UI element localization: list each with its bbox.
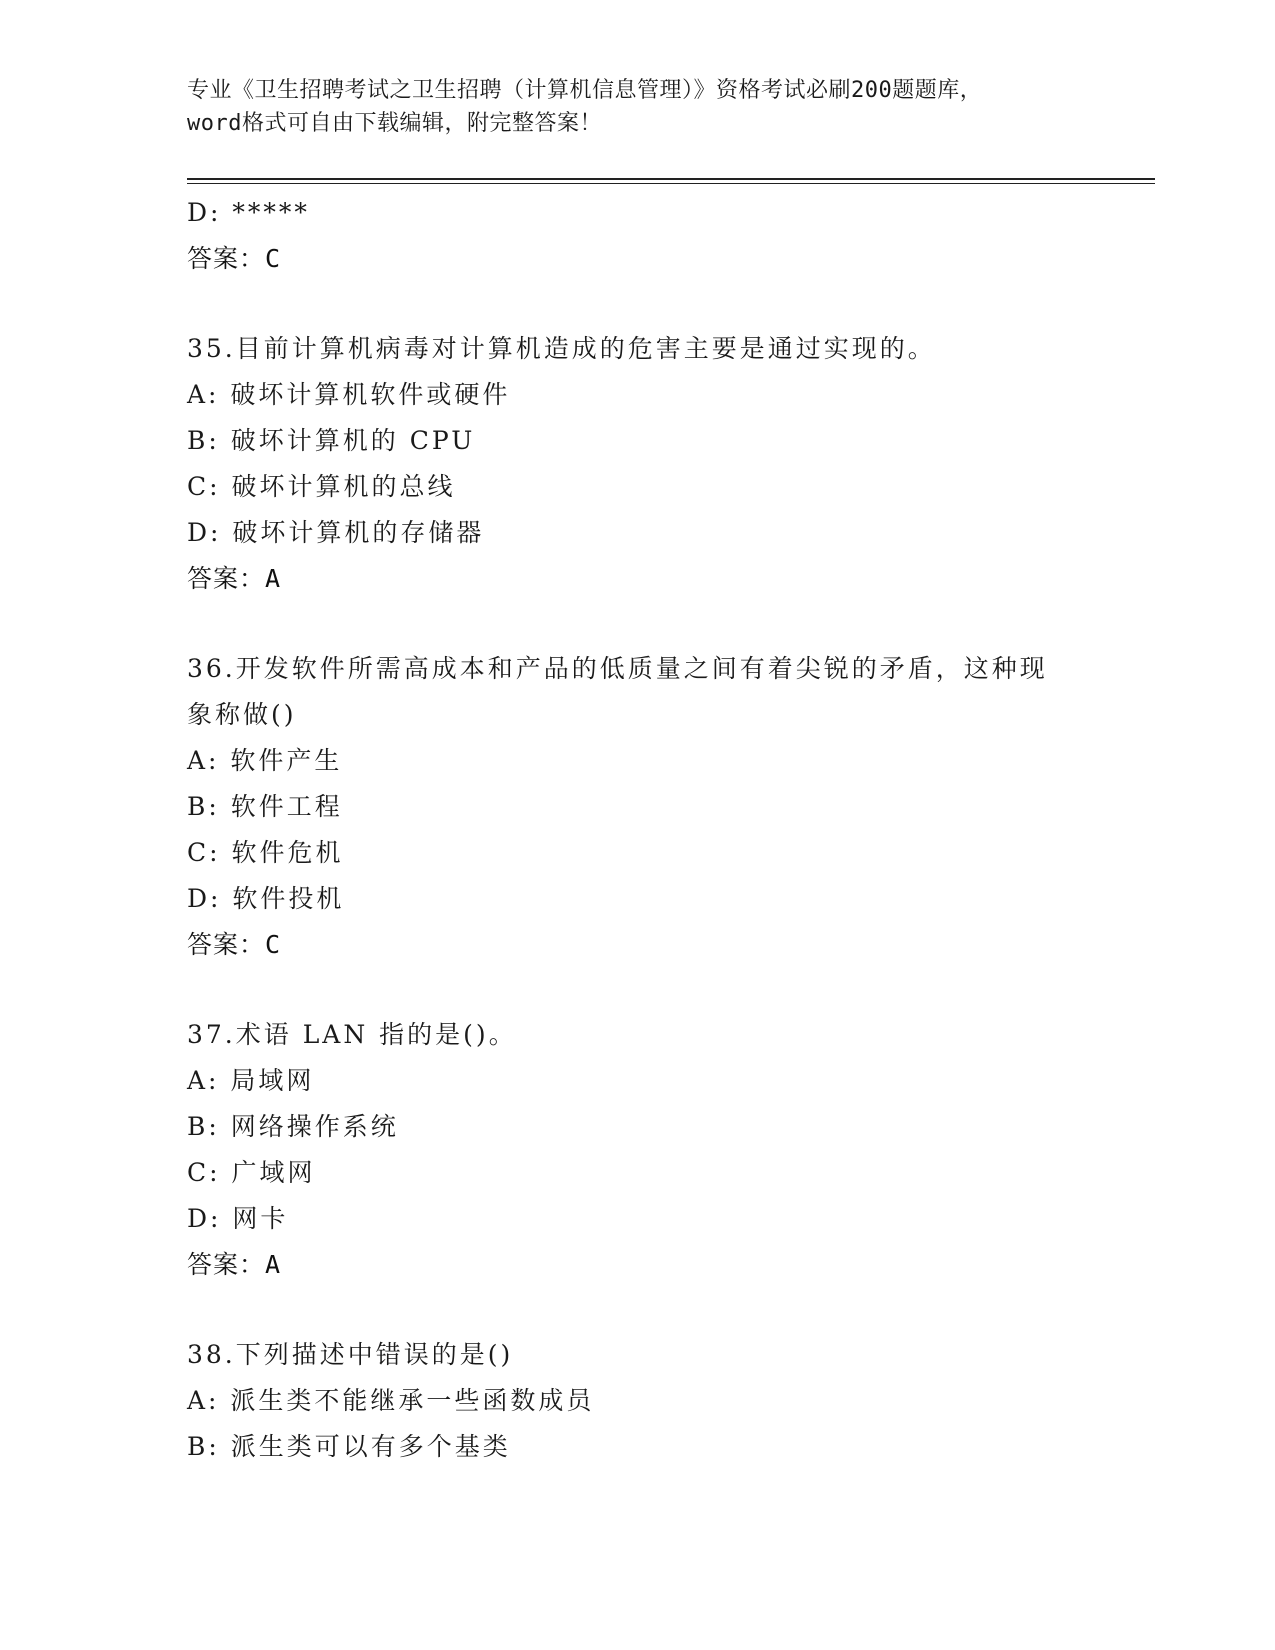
header-line-1: 专业《卫生招聘考试之卫生招聘（计算机信息管理）》资格考试必刷200题题库， [187,78,983,103]
question-36-answer: 答案：C [187,930,282,959]
question-35-option-b: B: 破坏计算机的 CPU [187,426,476,455]
question-36-option-a: A: 软件产生 [187,746,343,775]
question-37-answer: 答案：A [187,1250,282,1279]
question-38-option-a: A: 派生类不能继承一些函数成员 [187,1386,595,1415]
question-35-answer: 答案：A [187,564,282,593]
question-36-option-c: C: 软件危机 [187,838,344,867]
question-36-title-line-2: 象称做() [187,700,297,729]
question-37-option-b: B: 网络操作系统 [187,1112,399,1141]
question-35-option-c: C: 破坏计算机的总线 [187,472,456,501]
question-35-option-d: D: 破坏计算机的存储器 [187,518,485,547]
question-37-option-a: A: 局域网 [187,1066,315,1095]
question-37-option-c: C: 广域网 [187,1158,316,1187]
question-38-title: 38.下列描述中错误的是() [187,1340,514,1369]
question-37-option-d: D: 网卡 [187,1204,289,1233]
question-36-option-b: B: 软件工程 [187,792,343,821]
prev-answer: 答案：C [187,244,282,273]
question-list [187,190,1087,1470]
question-38-option-b: B: 派生类可以有多个基类 [187,1432,511,1461]
prev-option-d: D: ***** [187,198,310,227]
question-36-option-d: D: 软件投机 [187,884,345,913]
question-35-option-a: A: 破坏计算机软件或硬件 [187,380,511,409]
header-divider-thin [187,183,1155,184]
question-35-title: 35.目前计算机病毒对计算机造成的危害主要是通过实现的。 [187,334,936,363]
question-37-title: 37.术语 LAN 指的是()。 [187,1020,517,1049]
question-36-title-line-1: 36.开发软件所需高成本和产品的低质量之间有着尖锐的矛盾，这种现 [187,654,1048,683]
document-header [187,74,1087,140]
header-line-2: word格式可自由下载编辑，附完整答案！ [187,111,602,136]
header-divider-thick [187,178,1155,180]
